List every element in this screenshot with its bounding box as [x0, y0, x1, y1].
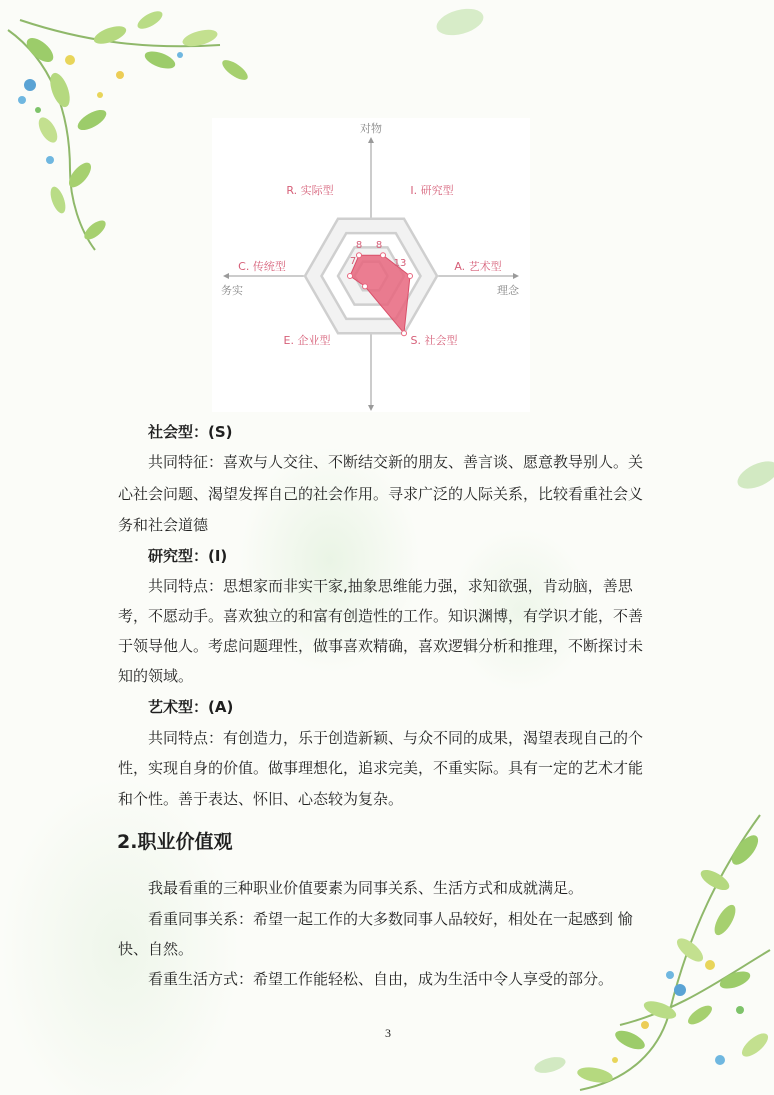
score-label-I: 8: [375, 240, 383, 251]
type-label-C: C. 传统型: [238, 260, 286, 273]
axis-label-top: 对物: [360, 122, 382, 135]
research-line-4: 知的领域。: [118, 667, 194, 685]
values-line-1: 我最看重的三种职业价值要素为同事关系、生活方式和成就满足。: [148, 879, 584, 897]
score-point-4: [363, 284, 368, 289]
type-label-E: E. 企业型: [283, 334, 331, 347]
research-line-1: 共同特点：思想家而非实干家,抽象思维能力强，求知欲强，肯动脑，善思: [148, 577, 633, 595]
research-line-3: 于领导他人。考虑问题理性，做事喜欢精确，喜欢逻辑分析和推理，不断探讨未: [118, 637, 644, 655]
score-point-5: [348, 274, 353, 279]
art-type-title: 艺术型：(A): [148, 698, 234, 716]
score-label-R: 8: [355, 240, 363, 251]
social-type-title: 社会型：(S): [148, 423, 233, 441]
social-line-2: 心社会问题、渴望发挥自己的社会作用。寻求广泛的人际关系，比较看重社会义: [118, 485, 644, 503]
score-point-3: [402, 331, 407, 336]
values-line-2: 看重同事关系：希望一起工作的大多数同事人品较好，相处在一起感到 愉: [148, 910, 633, 928]
score-point-1: [381, 253, 386, 258]
art-line-3: 和个性。善于表达、怀旧、心态较为复杂。: [118, 790, 404, 808]
type-label-I: I. 研究型: [410, 184, 454, 197]
research-type-title: 研究型：(I): [148, 547, 228, 565]
holland-radar-chart: [212, 118, 530, 412]
score-label-A: 13: [393, 258, 407, 269]
score-point-0: [357, 253, 362, 258]
type-label-R: R. 实际型: [286, 184, 334, 197]
social-line-1: 共同特征：喜欢与人交往、不断结交新的朋友、善言谈、愿意教导别人。关: [148, 453, 644, 471]
axis-label-left: 务实: [221, 284, 243, 297]
values-line-4: 看重生活方式：希望工作能轻松、自由，成为生活中令人享受的部分。: [148, 970, 614, 988]
score-point-2: [408, 274, 413, 279]
score-label-C: 7: [349, 256, 357, 267]
art-line-1: 共同特点：有创造力，乐于创造新颖、与众不同的成果，渴望表现自己的个: [148, 729, 644, 747]
art-line-2: 性，实现自身的价值。做事理想化，追求完美，不重实际。具有一定的艺术才能: [118, 759, 644, 777]
radar-chart-svg: [212, 118, 530, 412]
page-number: 3: [385, 1026, 391, 1040]
type-label-S: S. 社会型: [410, 334, 458, 347]
axis-label-right: 理念: [497, 284, 519, 297]
social-line-3: 务和社会道德: [118, 516, 209, 534]
type-label-A: A. 艺术型: [454, 260, 502, 273]
values-line-3: 快、自然。: [118, 940, 194, 958]
section-title-work-values: 2.职业价值观: [117, 831, 233, 853]
research-line-2: 考，不愿动手。喜欢独立的和富有创造性的工作。知识渊博，有学识才能，不善: [118, 607, 644, 625]
